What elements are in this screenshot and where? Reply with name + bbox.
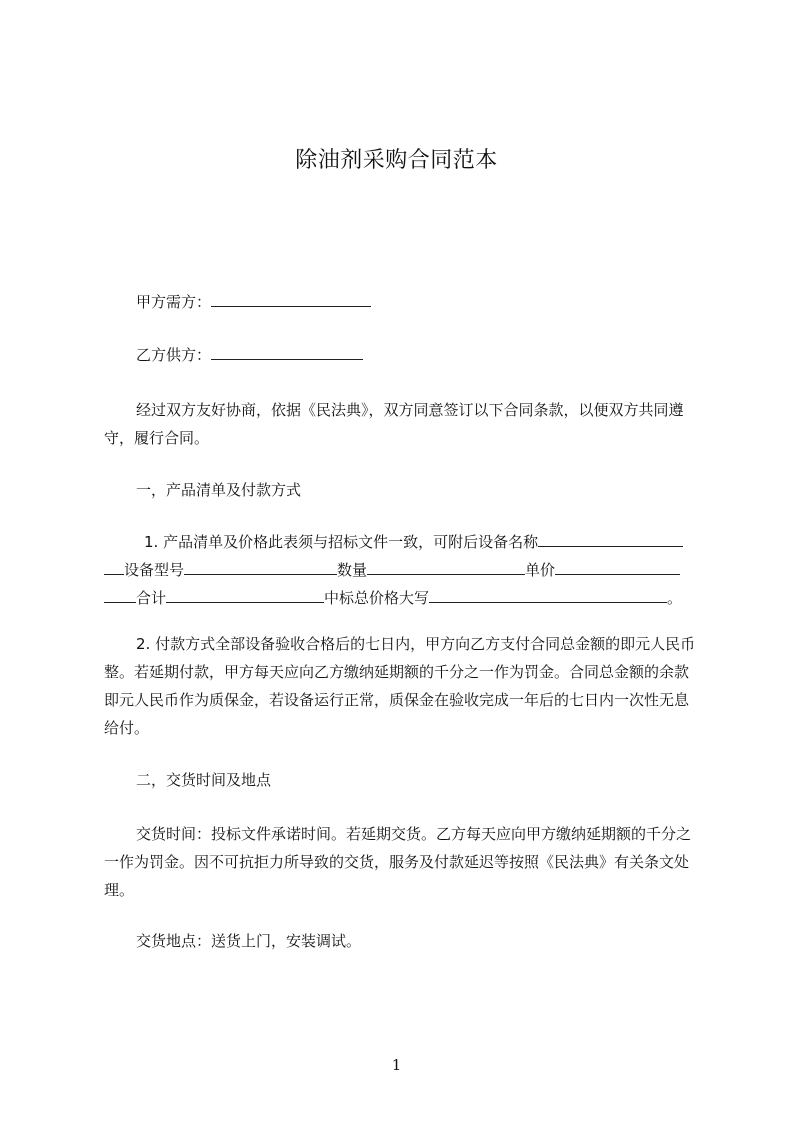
section1-item1 [104, 528, 702, 612]
qty-label: 数量 [337, 561, 368, 579]
price-label: 单价 [525, 561, 556, 579]
document-title: 除油剂采购合同范本 [295, 148, 498, 173]
item1-prefix: 1. 产品清单及价格此表须与招标文件一致，可附后设备名称 [144, 533, 539, 551]
section1-heading: 一，产品清单及付款方式 [136, 481, 302, 499]
item1-end: 。 [667, 589, 683, 607]
delivery-time-paragraph: 交货时间：投标文件承诺时间。若延期交货。乙方每天应向甲方缴纳延期额的千分之一作为罚金。因不可抗拒力所导致的交货，服务及付款延迟等按照《民法典》有关条文处理。 [104, 825, 692, 899]
bid-label: 中标总价格大写 [324, 589, 430, 607]
party-a-line [136, 292, 371, 311]
total-label: 合计 [136, 589, 167, 607]
total-blank [166, 588, 324, 603]
qty-blank [367, 560, 525, 575]
party-b-line [136, 345, 363, 364]
party-b-blank [211, 345, 363, 360]
section1-item2: 2. 付款方式全部设备验收合格后的七日内，甲方向乙方支付合同总金额的即元人民币整。若延期付款，甲方每天应向乙方缴纳延期额的千分之一作为罚金。合同总金额的余款即元人民币作为质保金，若设备运行正常，质保金在验收完成一年后的七日内一次性无息给付。 [104, 635, 696, 737]
party-a-blank [211, 292, 371, 307]
bid-amount-blank [429, 588, 667, 603]
party-a-label: 甲方需方： [136, 293, 212, 311]
price-blank [555, 560, 680, 575]
model-label: 设备型号 [124, 561, 185, 579]
intro-paragraph: 经过双方友好协商，依据《民法典》，双方同意签订以下合同条款，以便双方共同遵守，履行合同。 [104, 401, 684, 447]
party-b-label: 乙方供方： [136, 346, 212, 364]
equipment-name-blank-cont [104, 560, 124, 575]
model-blank [184, 560, 337, 575]
equipment-name-blank [538, 532, 683, 547]
price-blank-cont [104, 588, 136, 603]
page-number: 1 [391, 1056, 402, 1074]
section2-heading: 二，交货时间及地点 [136, 771, 272, 789]
delivery-place-line: 交货地点：送货上门，安装调试。 [136, 932, 362, 950]
